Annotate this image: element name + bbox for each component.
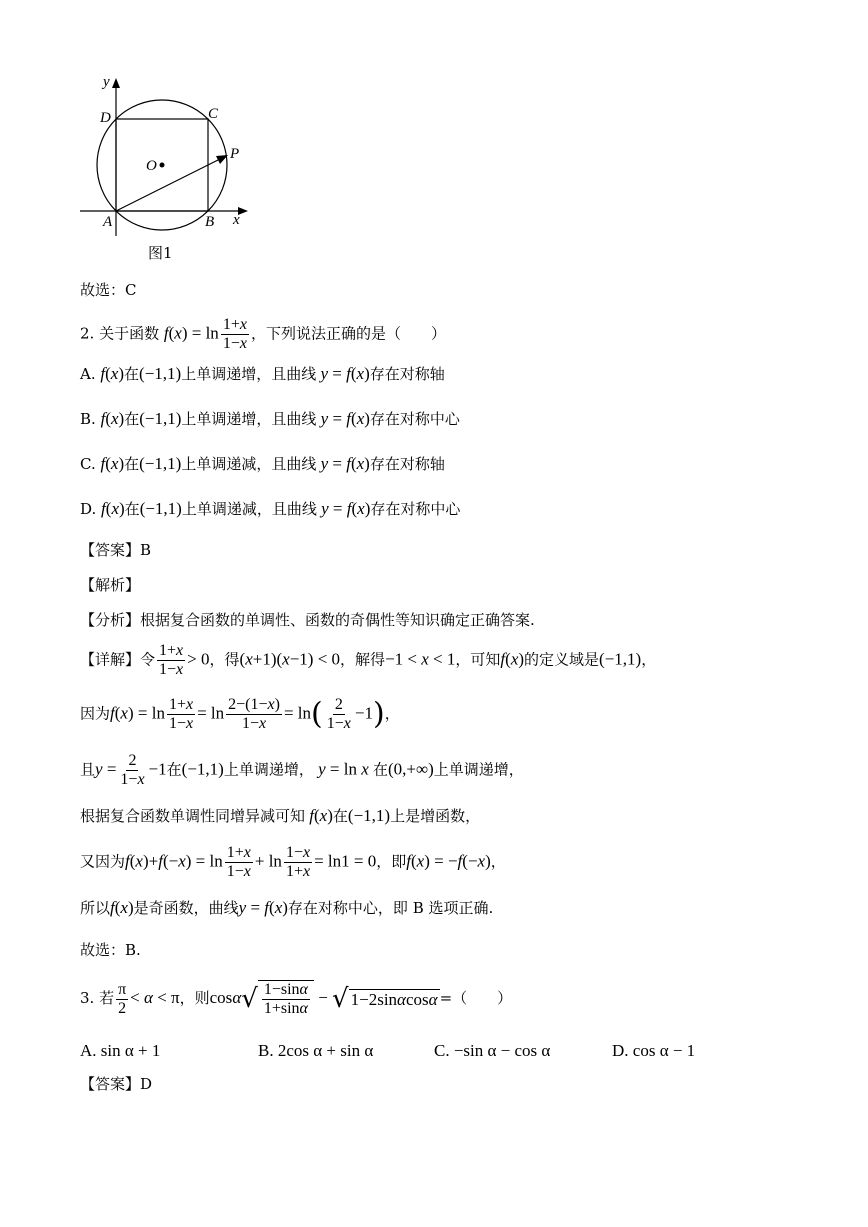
option-d: D. f(x)在(−1,1)上单调递减，且曲线 y = f(x)存在对称中心: [80, 499, 461, 518]
detail-line-6: 所以f(x)是奇函数，曲线y = f(x)存在对称中心，即 B 选项正确.: [80, 898, 494, 917]
detail-line-3: 且y = $\frac{2}{1-x}$ −1在(−1,1)上单调递增， y = ln x 在(0,+∞)上单调递增，: [80, 752, 524, 788]
q3-option-a: A. sin α + 1: [80, 1041, 161, 1060]
center-dot: [160, 163, 165, 168]
vector-ap: [116, 158, 222, 211]
label-y: y: [103, 74, 110, 90]
label-c: C: [208, 106, 219, 122]
choose-b: 故选：B.: [80, 941, 141, 959]
label-a: A: [103, 214, 113, 230]
y-axis-arrow: [112, 78, 120, 88]
option-a: A. f(x)在(−1,1)上单调递增，且曲线 y = f(x)存在对称轴: [80, 364, 445, 383]
detail-line-5: 又因为f(x)+f(−x) = ln $\frac{1+x}{1-x}$ + ln $\frac{1-x}{1+x}$ = ln1 = 0，即f(x) = −f(−x)，: [80, 844, 506, 880]
label-o: O: [146, 158, 157, 174]
question-3: 3. 若 $\frac{\pi}{2}$ < α < π，则cosα √ $\frac{1-\sin\alpha}{1+\sin\alpha}$ − √ 1−2sin α cos α =（ ）: [80, 980, 513, 1017]
q3-option-c: C. −sin α − cos α: [434, 1041, 551, 1060]
label-x: x: [233, 212, 240, 228]
figure-caption: 图1: [148, 244, 173, 262]
fenxi-text: 【分析】根据复合函数的单调性、函数的奇偶性等知识确定正确答案.: [80, 611, 535, 629]
label-p: P: [230, 146, 240, 162]
geometry-figure: [76, 74, 256, 244]
choose-c: 故选：C: [80, 281, 137, 299]
q3-option-d: D. cos α − 1: [612, 1041, 696, 1060]
analysis-heading: 【解析】: [80, 576, 141, 594]
q3-option-b: B. 2cos α + sin α: [258, 1041, 374, 1060]
option-b: B. f(x)在(−1,1)上单调递增，且曲线 y = f(x)存在对称中心: [80, 409, 460, 428]
detail-line-1: 【详解】令 $\frac{1+x}{1-x}$ > 0，得(x+1)(x−1) < 0，解得−1 < x < 1，可知f(x)的定义域是(−1,1)，: [80, 642, 657, 678]
label-b: B: [205, 214, 215, 230]
option-c: C. f(x)在(−1,1)上单调递减，且曲线 y = f(x)存在对称轴: [80, 454, 445, 473]
detail-line-2: 因为f(x) = ln $\frac{1+x}{1-x}$ = ln $\frac{2-(1-x)}{1-x}$ = ln( $\frac{2}{1-x}$ −1)，: [80, 696, 400, 732]
answer-d: 【答案】D: [80, 1075, 153, 1093]
detail-line-4: 根据复合函数单调性同增异减可知 f(x)在(−1,1)上是增函数，: [80, 806, 481, 825]
answer-b: 【答案】B: [80, 541, 152, 559]
question-2: 2. 关于函数 f(x) = ln $\frac{1+x}{1-x}$ ，下列说法正确的是（ ）: [80, 316, 446, 352]
label-d: D: [100, 110, 111, 126]
